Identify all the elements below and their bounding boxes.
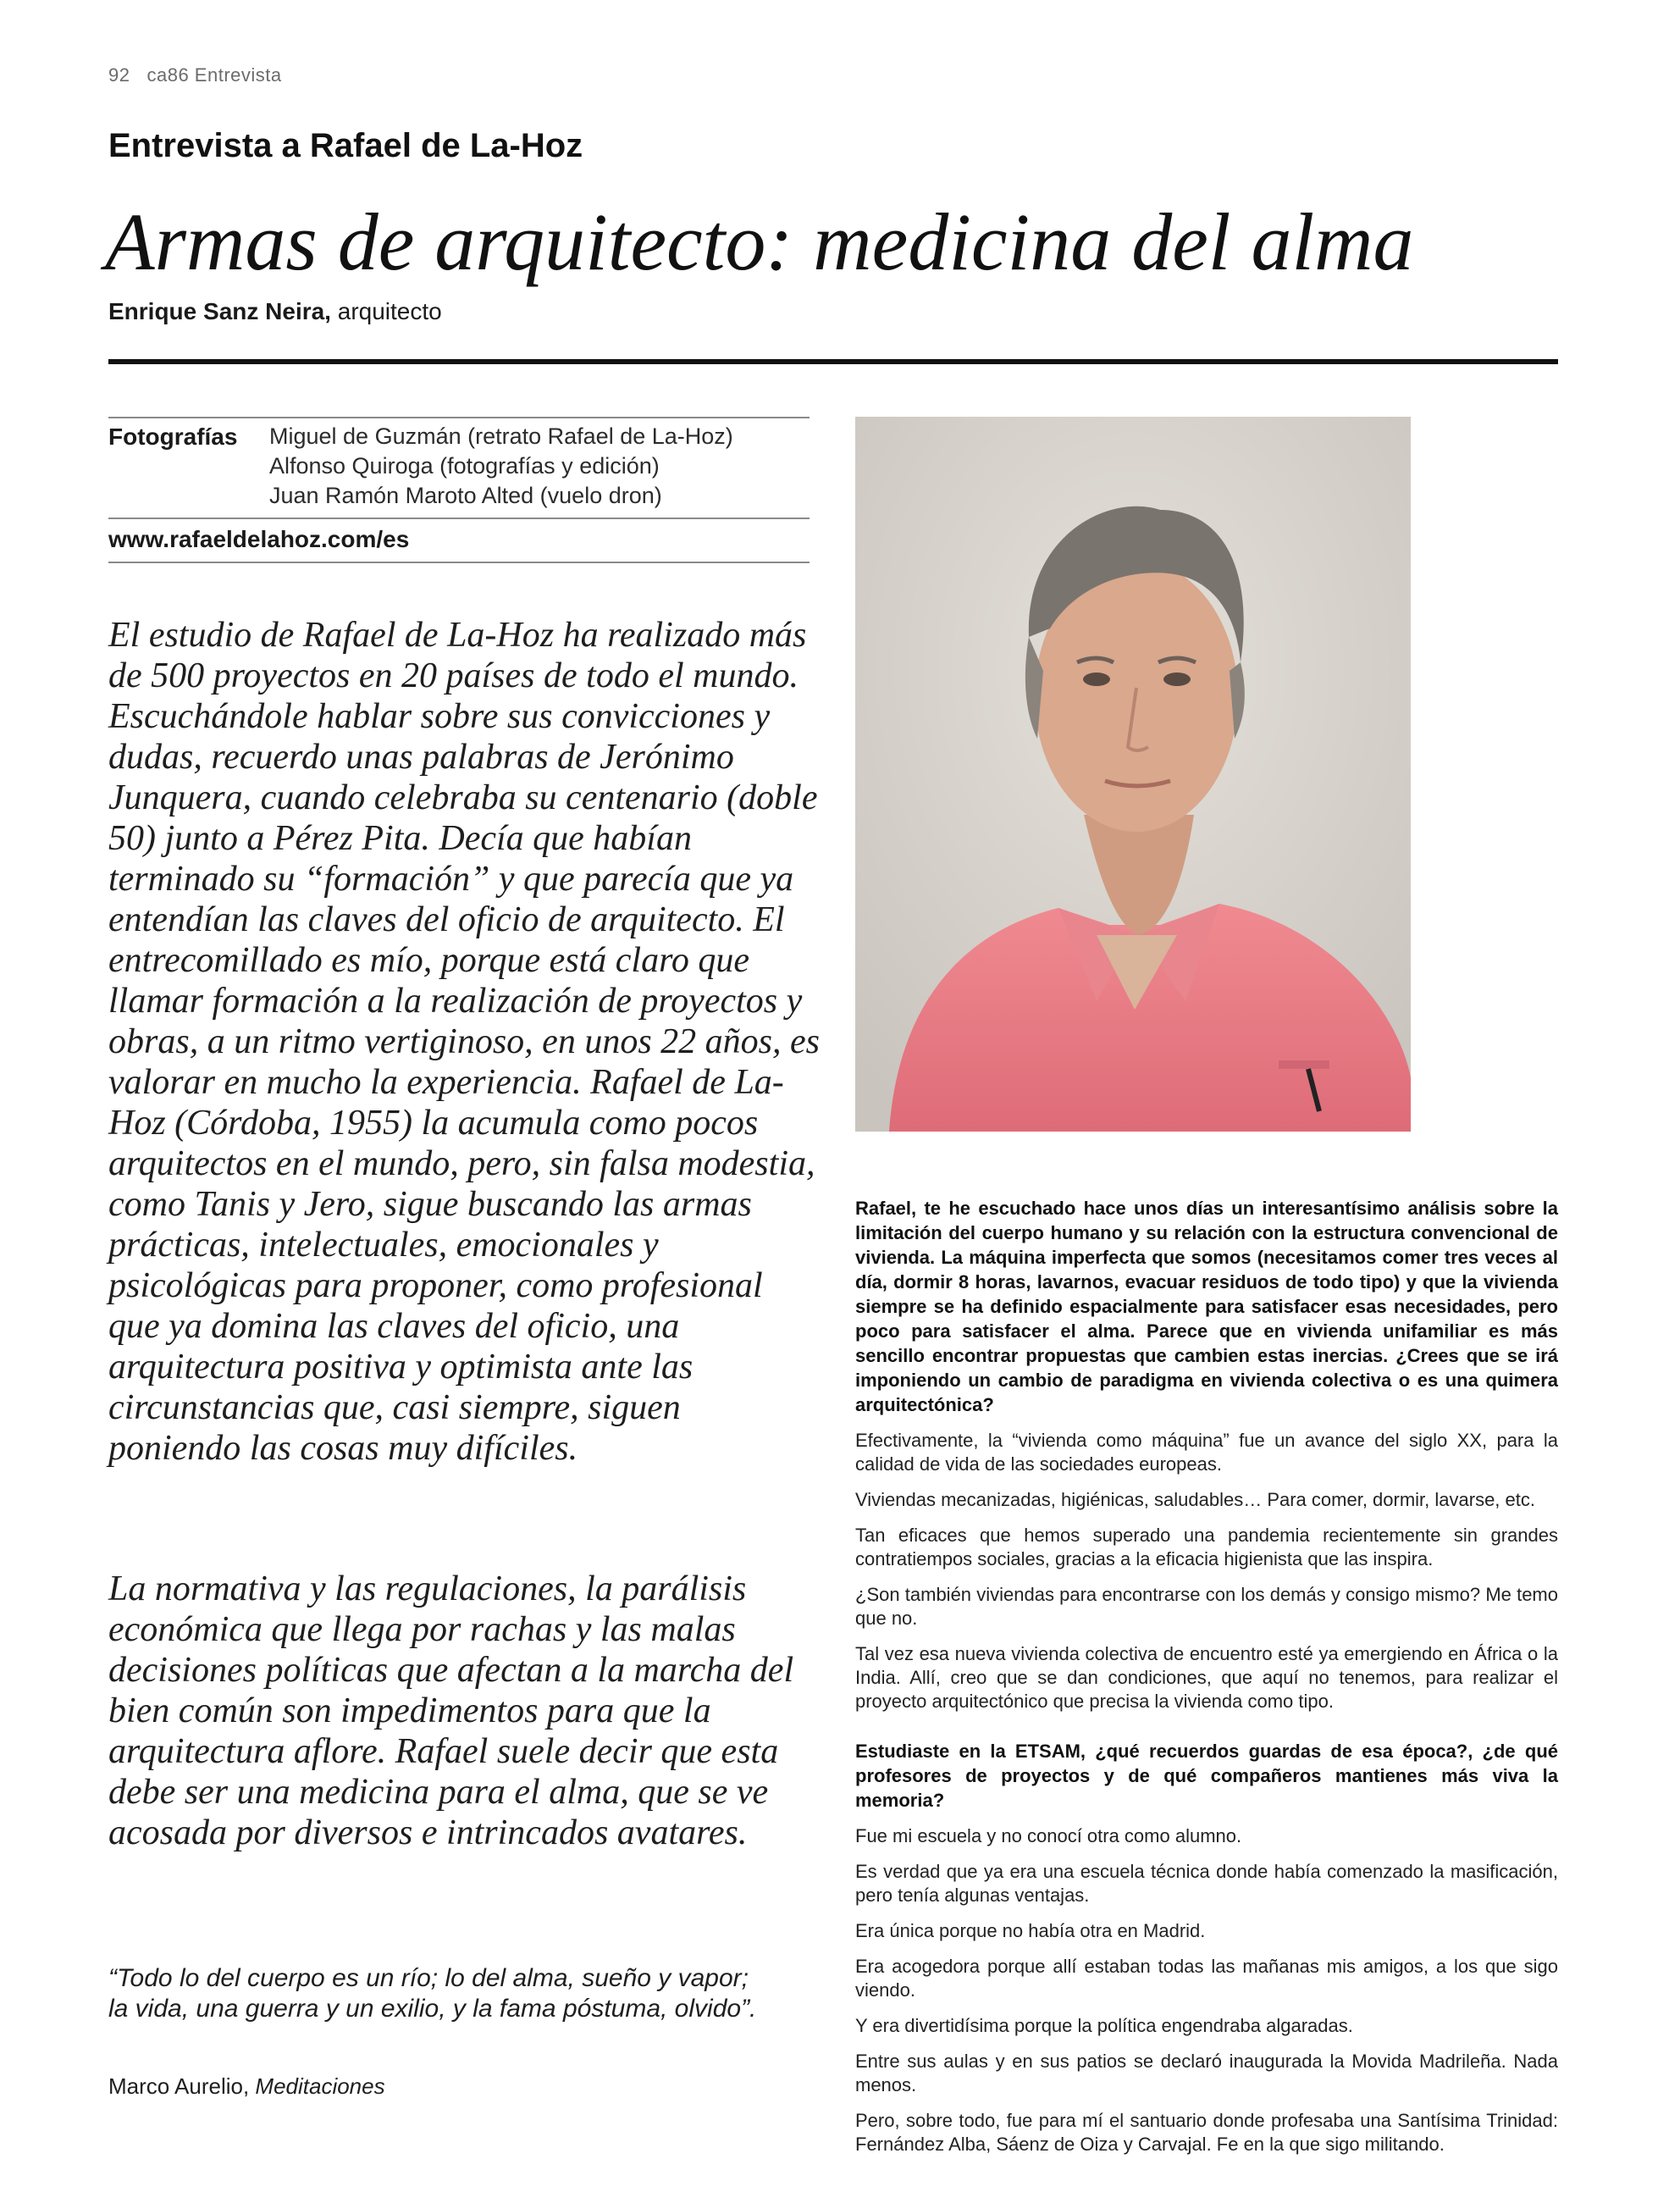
question-1: Rafael, te he escuchado hace unos días un interesantísimo análisis sobre la limitación del cuerpo humano y su relación con la estructura convencional de vivienda. La máquina imperfecta que somos (necesitamos comer tres veces al día, dormir 8 horas, lavarnos, evacuar residuos de todo tipo) y que la vivienda siempre se ha definido espacialmente para satisfacer esas necesidades, pero poco para satisfacer el alma. Parece que en vivienda unifamiliar es más sencillo encontrar propuestas que cambien estas inercias. ¿Crees que se irá imponiendo un cambio de paradigma en vivienda colectiva o es una quimera arquitectónica? bbox=[855, 1198, 1558, 1415]
interview-column bbox=[855, 1196, 1558, 2168]
page-number: 92 bbox=[108, 64, 130, 86]
byline bbox=[108, 298, 442, 325]
credits-label: Fotografías bbox=[108, 423, 238, 450]
author-name: Enrique Sanz Neira, bbox=[108, 298, 331, 324]
answer-paragraph: Y era divertidísima porque la política engendraba algaradas. bbox=[855, 2015, 1353, 2036]
author-role: arquitecto bbox=[330, 298, 442, 324]
lead-paragraph-1: El estudio de Rafael de La-Hoz ha realizado más de 500 proyectos en 20 países de todo el mundo. Escuchándole hablar sobre sus convicciones y dudas, recuerdo unas palabras de Jerónimo Junquera, cuando celebraba su centenario (doble 50) junto a Pérez Pita. Decía que habían terminado su “formación” y que parecía que ya entendían las claves del oficio de arquitecto. El entrecomillado es mío, porque está claro que llamar formación a la realización de proyectos y obras, a un ritmo vertiginoso, en unos 22 años, es valorar en mucho la experiencia. Rafael de La-Hoz (Córdoba, 1955) la acumula como pocos arquitectos en el mundo, pero, sin falsa modestia, como Tanis y Jero, sigue buscando las armas prácticas, intelectuales, emocionales y psicológicas para proponer, como profesional que ya domina las claves del oficio, una arquitectura positiva y optimista ante las circunstancias que, casi siempre, siguen poniendo las cosas muy difíciles. bbox=[108, 616, 820, 1468]
website-link[interactable]: www.rafaeldelahoz.com/es bbox=[108, 526, 410, 552]
answer-paragraph: Pero, sobre todo, fue para mí el santuario donde profesaba una Santísima Trinidad: Fernández Alba, Sáenz de Oiza y Carvajal. Fe en la que sigo militando. bbox=[855, 2110, 1558, 2155]
answer-paragraph: Era acogedora porque allí estaban todas las mañanas mis amigos, a los que sigo viendo. bbox=[855, 1956, 1558, 2001]
running-header bbox=[108, 64, 282, 86]
article-title: Armas de arquitecto: medicina del alma bbox=[105, 197, 1414, 287]
photo-credits bbox=[108, 417, 810, 563]
portrait-illustration bbox=[855, 417, 1411, 1132]
quote-work: Meditaciones bbox=[255, 2073, 385, 2099]
answer-paragraph: Era única porque no había otra en Madrid. bbox=[855, 1920, 1206, 1941]
title-rule bbox=[108, 359, 1558, 364]
question-2: Estudiaste en la ETSAM, ¿qué recuerdos guardas de esa época?, ¿de qué profesores de proyectos y de qué compañeros mantienes más viva la memoria? bbox=[855, 1741, 1558, 1811]
epigraph-quote: “Todo lo del cuerpo es un río; lo del alma, sueño y vapor; la vida, una guerra y un exilio, y la fama póstuma, olvido”. bbox=[108, 1964, 757, 2023]
answer-paragraph: Tan eficaces que hemos superado una pandemia recientemente sin grandes contratiempos sociales, gracias a la eficacia higienista que las inspira. bbox=[855, 1525, 1558, 1569]
credit-line: Alfonso Quiroga (fotografías y edición) bbox=[269, 453, 660, 479]
lead-paragraph-2: La normativa y las regulaciones, la parálisis económica que llega por rachas y las malas decisiones políticas que afectan a la marcha del bien común son impedimentos para que la arquitectura aflore. Rafael suele decir que esta debe ser una medicina para el alma, que se ve acosada por diversos e intrincados avatares. bbox=[108, 1569, 794, 1852]
answer-paragraph: Es verdad que ya era una escuela técnica donde había comenzado la masificación, pero tenía algunas ventajas. bbox=[855, 1861, 1558, 1906]
answer-paragraph: ¿Son también viviendas para encontrarse con los demás y consigo mismo? Me temo que no. bbox=[855, 1584, 1558, 1629]
credits-list bbox=[269, 422, 733, 511]
answer-paragraph: Efectivamente, la “vivienda como máquina” fue un avance del siglo XX, para la calidad de vida de las sociedades europeas. bbox=[855, 1430, 1558, 1475]
quote-attribution bbox=[108, 2073, 385, 2100]
credit-line: Juan Ramón Maroto Alted (vuelo dron) bbox=[269, 483, 662, 508]
answer-paragraph: Entre sus aulas y en sus patios se declaró inaugurada la Movida Madrileña. Nada menos. bbox=[855, 2051, 1558, 2095]
credits-divider-bottom bbox=[108, 562, 810, 563]
quote-author: Marco Aurelio, bbox=[108, 2073, 256, 2099]
credit-line: Miguel de Guzmán (retrato Rafael de La-Hoz) bbox=[269, 423, 733, 449]
answer-paragraph: Fue mi escuela y no conocí otra como alumno. bbox=[855, 1825, 1242, 1846]
portrait-photo bbox=[855, 417, 1411, 1132]
answer-paragraph: Tal vez esa nueva vivienda colectiva de encuentro esté ya emergiendo en África o la India. Allí, creo que se dan condiciones, que aquí no tenemos, para realizar el proyecto arquitectónico que precisa la vivienda como tipo. bbox=[855, 1643, 1558, 1712]
answer-paragraph: Viviendas mecanizadas, higiénicas, saludables… Para comer, dormir, lavarse, etc. bbox=[855, 1489, 1535, 1510]
article-kicker: Entrevista a Rafael de La-Hoz bbox=[108, 127, 583, 164]
section-name: ca86 Entrevista bbox=[146, 64, 282, 86]
